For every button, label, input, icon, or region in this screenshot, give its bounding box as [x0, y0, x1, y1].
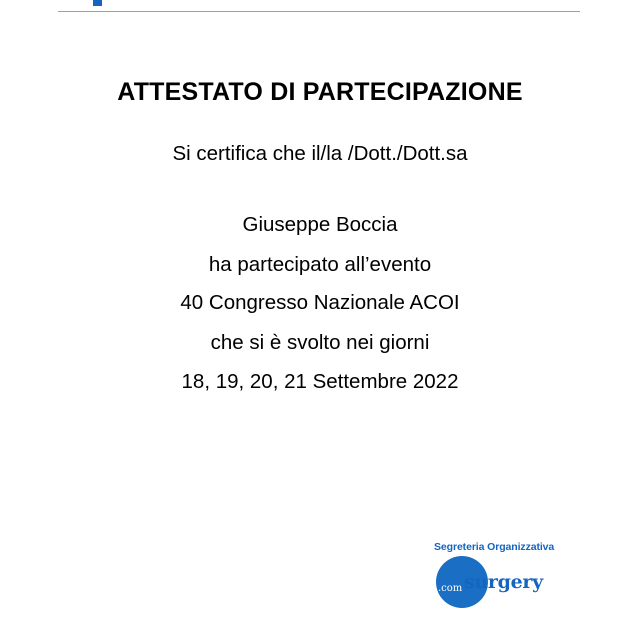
organizer-logo — [434, 541, 564, 611]
event-name: 40 Congresso Nazionale ACOI — [180, 291, 460, 314]
logo-caption: Segreteria Organizzativa — [434, 541, 555, 553]
held-text: che si è svolto nei giorni — [210, 331, 430, 354]
header-rule — [58, 11, 580, 12]
certificate-title: ATTESTATO DI PARTECIPAZIONE — [117, 78, 523, 106]
participant-name: Giuseppe Boccia — [242, 213, 398, 236]
header-accent-mark — [93, 0, 102, 6]
certification-intro: Si certifica che il/la /Dott./Dott.sa — [172, 142, 468, 165]
participation-text: ha partecipato all’evento — [208, 253, 432, 276]
logo-brand-name: surgery — [464, 571, 543, 593]
logo-brand-prefix: .com — [438, 583, 463, 594]
event-dates: 18, 19, 20, 21 Settembre 2022 — [181, 370, 459, 393]
